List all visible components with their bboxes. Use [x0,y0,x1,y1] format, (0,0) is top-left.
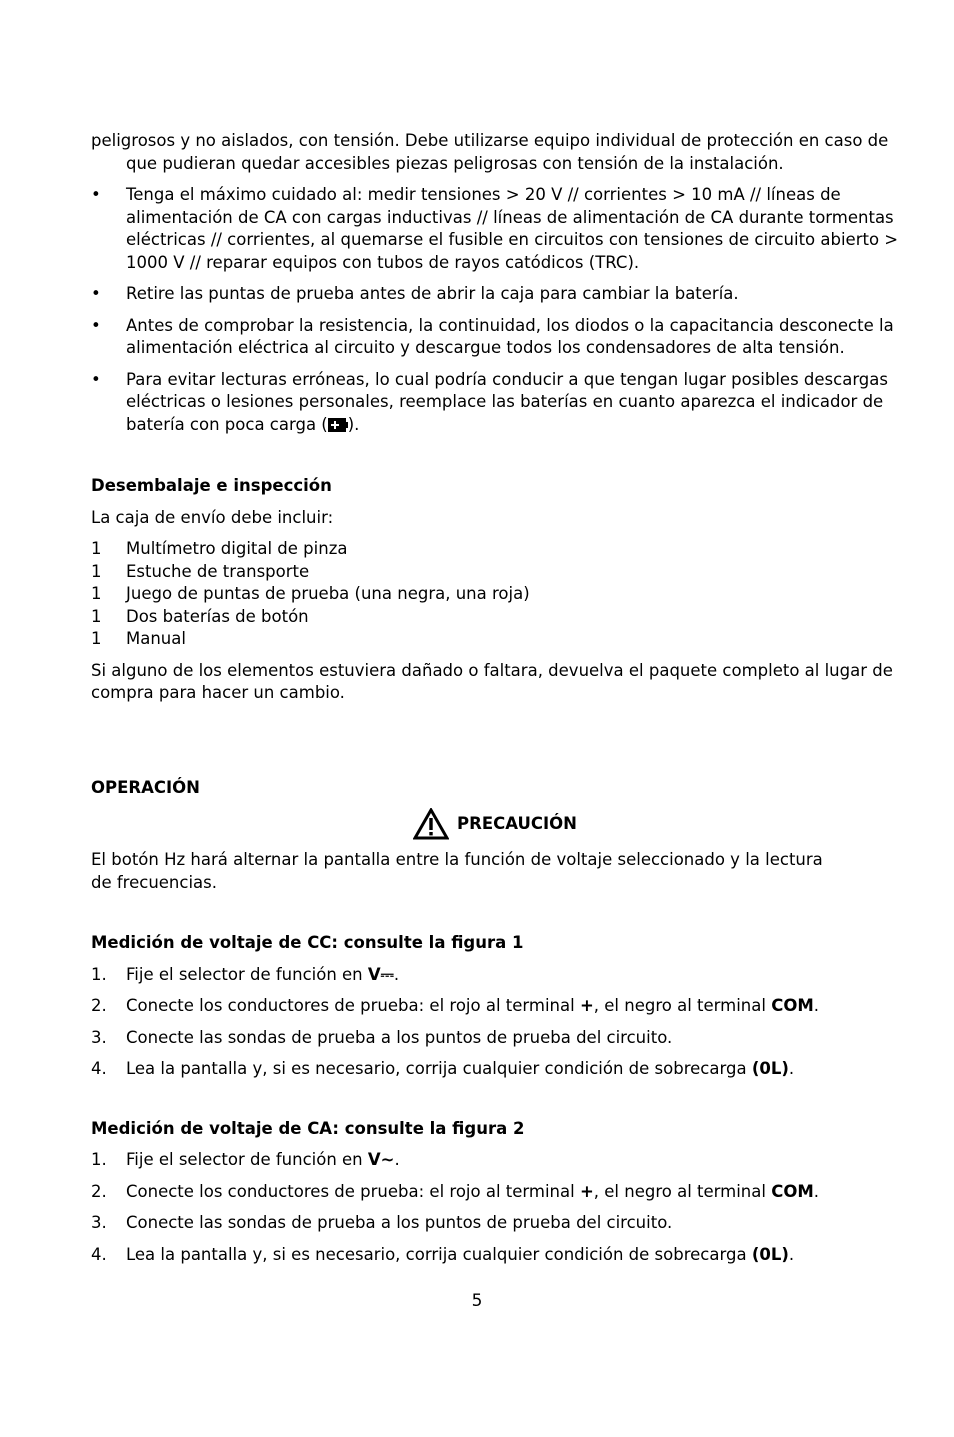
bullet-item [91,315,899,360]
bullet-text: Retire las puntas de prueba antes de abrir la caja para cambiar la batería. [126,284,739,303]
step-number: 4. [91,1244,107,1264]
item-text: Dos baterías de botón [126,606,309,626]
caution-label: PRECAUCIÓN [457,813,577,833]
step-text: . [393,964,400,984]
item-text: Multímetro digital de pinza [126,539,348,558]
item-qty: 1 [91,629,102,648]
com-terminal: COM [771,996,814,1015]
caution-text: El botón Hz hará alternar la pantalla entre la función de voltaje seleccionado y la lectura de frecuencias. [91,850,823,892]
step-item [91,964,899,987]
overload-indicator: (0L) [751,1244,789,1264]
unpack-intro: La caja de envío debe incluir: [91,507,334,527]
step-item [91,1181,899,1204]
com-terminal: COM [771,1181,814,1201]
step-text: . [788,1244,795,1264]
step-number: 1. [91,964,107,984]
plus-terminal: + [579,996,594,1015]
dc-steps [91,964,899,1081]
contents-list [91,538,899,651]
item-qty: 1 [91,584,102,603]
item-qty: 1 [91,539,102,558]
step-number: 3. [91,1213,107,1232]
step-text: Conecte los conductores de prueba: el rojo al terminal [126,996,580,1015]
step-text: Conecte los conductores de prueba: el rojo al terminal [126,1181,580,1201]
step-text: Conecte las sondas de prueba a los puntos de prueba del circuito. [126,1213,673,1232]
caution-header [91,808,899,840]
step-item [91,1027,899,1050]
step-text: Lea la pantalla y, si es necesario, corrija cualquier condición de sobrecarga [126,1244,752,1264]
item-text: Estuche de transporte [126,561,310,581]
step-item [91,1212,899,1235]
section-heading-dc: Medición de voltaje de CC: consulte la figura 1 [91,933,524,952]
step-text: . [813,996,820,1015]
item-text: Manual [126,629,186,648]
step-number: 2. [91,1181,107,1201]
list-item [91,583,899,606]
step-number: 2. [91,996,107,1015]
item-qty: 1 [91,606,102,626]
low-battery-icon [328,416,348,439]
bullet-item [91,184,899,274]
step-item [91,995,899,1018]
ac-voltage-symbol: V∼ [367,1150,395,1169]
bullet-text-after: ). [347,414,360,434]
list-item [91,561,899,584]
bullet-text: Antes de comprobar la resistencia, la continuidad, los diodos o la capacitancia desconecte la alimentación eléctrica al circuito y descargue todos los condensadores de alta tensión. [126,315,894,357]
bullet-marker: • [91,284,101,303]
step-number: 4. [91,1059,107,1078]
bullet-marker: • [91,315,101,335]
list-item [91,628,899,651]
bullet-marker: • [91,185,101,204]
step-text: . [788,1059,795,1078]
step-text: , el negro al terminal [593,1181,772,1201]
ac-steps [91,1149,899,1266]
item-text: Juego de puntas de prueba (una negra, una roja) [126,584,530,603]
bullet-marker: • [91,369,101,389]
dc-voltage-symbol: V⎓ [367,964,394,984]
unpack-closing: Si alguno de los elementos estuviera dañado o faltara, devuelva el paquete completo al lugar de compra para hacer un cambio. [91,660,893,702]
list-item [91,538,899,561]
step-item [91,1149,899,1172]
step-number: 1. [91,1150,107,1169]
step-number: 3. [91,1027,107,1047]
step-text: Conecte las sondas de prueba a los puntos de prueba del circuito. [126,1027,673,1047]
step-item [91,1058,899,1081]
warning-triangle-icon [413,808,449,840]
step-text: . [394,1150,400,1169]
step-text: . [813,1181,820,1201]
manual-page [91,130,899,1275]
bullet-text [126,369,899,439]
step-text: Fije el selector de función en [126,964,368,984]
bullet-text-before: Para evitar lecturas erróneas, lo cual podría conducir a que tengan lugar posibles descargas eléctricas o lesiones personales, reemplace las baterías en cuanto aparezca el indicador de batería con poca carga ( [126,369,888,434]
step-text: , el negro al terminal [593,996,772,1015]
bullet-text: Tenga el máximo cuidado al: medir tensiones > 20 V // corrientes > 10 mA // líneas de alimentación de CA con cargas inductivas // líneas de alimentación de CA durante tormentas eléctricas // corrientes, al quemarse el fusible en circuitos con tensiones de circuito abierto > 1000 V // reparar equipos con tubos de rayos catódicos (TRC). [126,185,899,272]
bullet-item [91,369,899,439]
step-text: Lea la pantalla y, si es necesario, corrija cualquier condición de sobrecarga [126,1059,752,1078]
section-heading-unpack: Desembalaje e inspección [91,476,332,495]
step-text: Fije el selector de función en [126,1150,368,1169]
section-heading-ac: Medición de voltaje de CA: consulte la figura 2 [91,1118,525,1138]
list-item [91,606,899,629]
item-qty: 1 [91,561,102,581]
page-number: 5 [471,1291,483,1311]
plus-terminal: + [579,1181,594,1201]
overload-indicator: (0L) [751,1059,789,1078]
continuation-paragraph: peligrosos y no aislados, con tensión. Debe utilizarse equipo individual de protección en caso de que pudieran quedar accesibles piezas peligrosas con tensión de la instalación. [91,131,889,173]
step-item [91,1244,899,1267]
section-heading-operation: OPERACIÓN [91,777,200,797]
bullet-item [91,283,899,306]
